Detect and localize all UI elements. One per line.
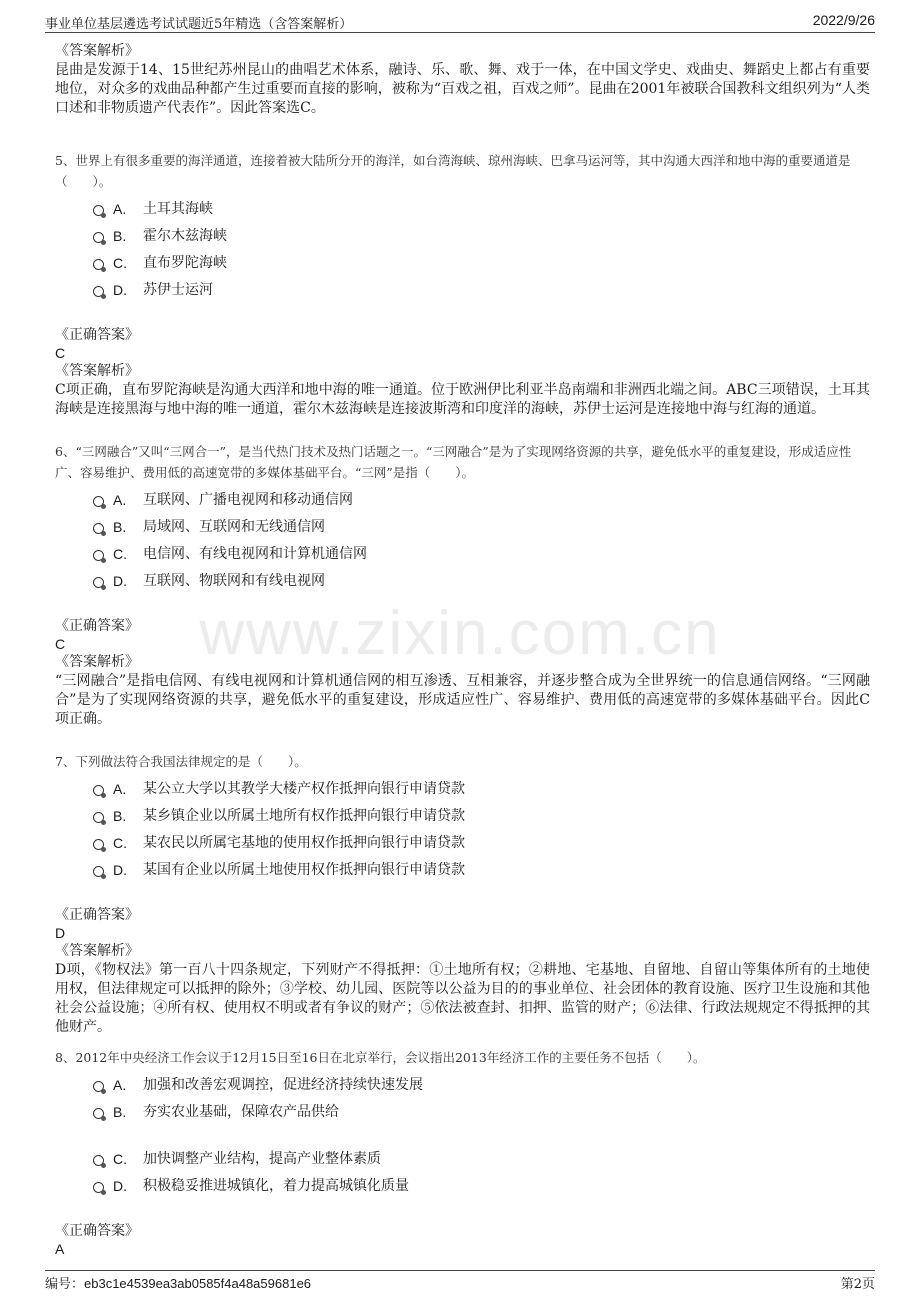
correct-answer-label: 《正确答案》 [55,618,139,634]
option-list [55,487,870,595]
radio-icon[interactable] [93,812,104,823]
option-c[interactable]: C. 加快调整产业结构，提高产业整体素质 [55,1146,870,1173]
radio-icon[interactable] [93,866,104,877]
radio-icon[interactable] [93,1155,104,1166]
option-a[interactable]: A. 土耳其海峡 [55,196,870,223]
question-text: 6、“三网融合”又叫“三网合一”，是当代热门技术及热门话题之一。“三网融合”是为了实现网络资源的共享，避免低水平的重复建设，形成适应性广、容易维护、费用低的高速宽带的多媒体基础平台。“三网”是指（ ）。 [55,444,852,480]
correct-answer: C [55,345,66,361]
document-title: 事业单位基层遴选考试试题近5年精选（含答案解析） [45,17,353,32]
question-text: 7、下列做法符合我国法律规定的是（ ）。 [55,754,307,769]
option-a[interactable]: A. 互联网、广播电视网和移动通信网 [55,487,870,514]
correct-answer-label: 《正确答案》 [55,907,139,923]
analysis-label: 《答案解析》 [55,43,139,59]
watermark: www.zixin.com.cn [199,599,721,668]
option-d[interactable]: D. 苏伊士运河 [55,277,870,304]
radio-icon[interactable] [93,1182,104,1193]
document-code: 编号：eb3c1e4539ea3ab0585f4a48a59681e6 [45,1276,312,1292]
page-footer [45,1270,875,1293]
correct-answer: C [55,636,66,652]
analysis-label: 《答案解析》 [55,654,139,670]
option-list [55,1072,870,1200]
explanation-text: C项正确，直布罗陀海峡是沟通大西洋和地中海的唯一通道。位于欧洲伊比利亚半岛南端和非洲西北端之间。ABC三项错误，土耳其海峡是连接黑海与地中海的唯一通道，霍尔木兹海峡是连接波斯湾和印度洋的海峡，苏伊士运河是连接地中海与红海的通道。 [55,382,870,417]
option-b[interactable]: B. 某乡镇企业以所属土地所有权作抵押向银行申请贷款 [55,803,870,830]
explanation-text: 昆曲是发源于14、15世纪苏州昆山的曲唱艺术体系，融诗、乐、歌、舞、戏于一体，在中国文学史、戏曲史、舞蹈史上都占有重要地位，对众多的戏曲品种都产生过重要而直接的影响，被称为“百戏之祖，百戏之师”。昆曲在2001年被联合国教科文组织列为“人类口述和非物质遗产代表作”。因此答案选C。 [55,62,870,116]
correct-answer-label: 《正确答案》 [55,327,139,343]
radio-icon[interactable] [93,785,104,796]
radio-icon[interactable] [93,1108,104,1119]
radio-icon[interactable] [93,523,104,534]
option-c[interactable]: C. 电信网、有线电视网和计算机通信网 [55,541,870,568]
radio-icon[interactable] [93,232,104,243]
option-a[interactable]: A. 加强和改善宏观调控，促进经济持续快速发展 [55,1072,870,1099]
explanation-text: “三网融合”是指电信网、有线电视网和计算机通信网的相互渗透、互相兼容，并逐步整合成为全世界统一的信息通信网络。“三网融合”是为了实现网络资源的共享，避免低水平的重复建设，形成适应性广、容易维护、费用低的高速宽带的多媒体基础平台。因此C项正确。 [55,673,870,727]
option-b[interactable]: B. 局域网、互联网和无线通信网 [55,514,870,541]
radio-icon[interactable] [93,496,104,507]
option-c[interactable]: C. 某农民以所属宅基地的使用权作抵押向银行申请贷款 [55,830,870,857]
radio-icon[interactable] [93,259,104,270]
question-text: 5、世界上有很多重要的海洋通道，连接着被大陆所分开的海洋，如台湾海峡、琼州海峡、巴拿马运河等，其中沟通大西洋和地中海的重要通道是（ ）。 [55,153,851,189]
option-b[interactable]: B. 霍尔木兹海峡 [55,223,870,250]
radio-icon[interactable] [93,1081,104,1092]
option-d[interactable]: D. 互联网、物联网和有线电视网 [55,568,870,595]
page-number: 第2页 [840,1277,875,1292]
option-c[interactable]: C. 直布罗陀海峡 [55,250,870,277]
option-list [55,776,870,884]
option-a[interactable]: A. 某公立大学以其教学大楼产权作抵押向银行申请贷款 [55,776,870,803]
radio-icon[interactable] [93,839,104,850]
question-text: 8、2012年中央经济工作会议于12月15日至16日在北京举行，会议指出2013年经济工作的主要任务不包括（ ）。 [55,1050,706,1065]
radio-icon[interactable] [93,286,104,297]
page-header [45,10,875,33]
correct-answer-label: 《正确答案》 [55,1223,139,1239]
explanation-text: D项，《物权法》第一百八十四条规定，下列财产不得抵押：①土地所有权；②耕地、宅基地、自留地、自留山等集体所有的土地使用权，但法律规定可以抵押的除外；③学校、幼儿园、医院等以公益为目的的事业单位、社会团体的教育设施、医疗卫生设施和其他社会公益设施；④所有权、使用权不明或者有争议的财产；⑤依法被查封、扣押、监管的财产；⑥法律、行政法规规定不得抵押的其他财产。 [55,962,870,1035]
option-d[interactable]: D. 积极稳妥推进城镇化，着力提高城镇化质量 [55,1173,870,1200]
option-list [55,196,870,304]
analysis-label: 《答案解析》 [55,363,139,379]
radio-icon[interactable] [93,205,104,216]
document-date: 2022/9/26 [812,12,875,28]
radio-icon[interactable] [93,550,104,561]
correct-answer: A [55,1241,65,1257]
page-content [55,42,870,1258]
analysis-label: 《答案解析》 [55,943,139,959]
option-b[interactable]: B. 夯实农业基础，保障农产品供给 [55,1099,870,1126]
option-d[interactable]: D. 某国有企业以所属土地使用权作抵押向银行申请贷款 [55,857,870,884]
correct-answer: D [55,925,66,941]
radio-icon[interactable] [93,577,104,588]
